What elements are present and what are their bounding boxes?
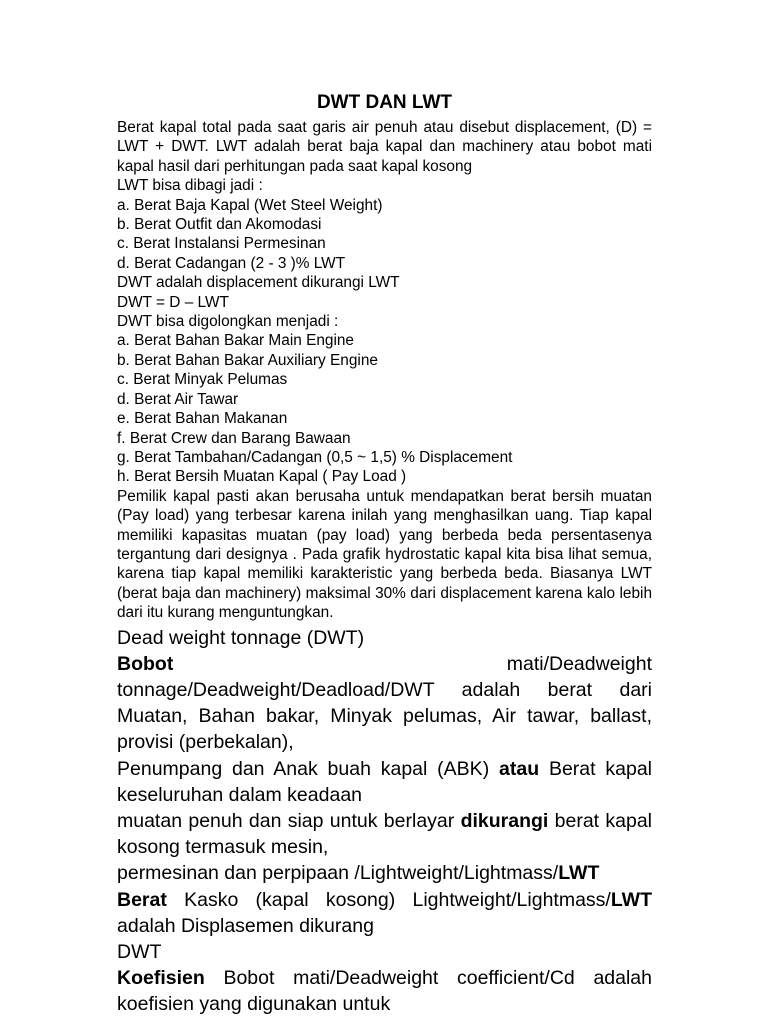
document-title: DWT DAN LWT [316,92,453,113]
list-item: c. Berat Instalansi Permesinan [117,235,326,253]
bold-term: Bobot [117,652,174,675]
dwt-line: DWT [117,941,162,963]
owner-paragraph: Pemilik kapal pasti akan berusaha untuk mendapatkan berat bersih muatan (Pay load) yang terbesar karena inilah yang menghasilkan uang. Tiap kapal memiliki kapasitas muatan (pay load) yang berbeda beda persentasenya tergantung dari designya . Pada grafik hydrostatic kapal kita bisa lihat semua, karena tiap kapal memiliki karakteristic yang berbeda beda. Biasanya LWT (berat baja dan machinery) maksimal 30% dari displacement karena kalo lebih dari itu kurang menguntungkan. [117,487,652,622]
berat-paragraph: Berat Kasko (kapal kosong) Lightweight/Lightmass/LWT adalah Displasemen dikurang [117,888,652,937]
intro-paragraph: Berat kapal total pada saat garis air penuh atau disebut displacement, (D) = LWT + DWT. LWT adalah berat baja kapal dan machinery atau bobot mati kapal hasil dari perhitungan pada saat kapal kosong [117,119,652,175]
list-item: c. Berat Minyak Pelumas [117,371,288,389]
list-item: a. Berat Baja Kapal (Wet Steel Weight) [117,196,383,214]
list-item: b. Berat Bahan Bakar Auxiliary Engine [117,351,378,369]
bold-term: Koefisien [117,967,205,990]
bold-term: LWT [610,888,652,911]
list-item: d. Berat Air Tawar [117,390,239,408]
lwt-section [117,176,652,487]
list-item: d. Berat Cadangan (2 - 3 )% LWT [117,254,346,272]
koefisien-paragraph: Koefisien Bobot mati/Deadweight coefficient/Cd adalah koefisien yang digunakan untuk [117,967,652,1016]
lwt-heading: LWT bisa dibagi jadi : [117,177,263,195]
bold-term: atau [499,757,540,780]
dwt-definition: DWT adalah displacement dikurangi LWT [117,274,400,292]
section-heading: Dead weight tonnage (DWT) [117,626,365,649]
dwt-large-section [117,625,652,1018]
dwt-heading: DWT bisa digolongkan menjadi : [117,313,339,331]
permesinan-paragraph: permesinan dan perpipaan /Lightweight/Lightmass/LWT [117,862,600,885]
bobot-line: Bobot mati/Deadweight [117,652,652,675]
bold-term: dikurangi [460,809,549,832]
list-item: e. Berat Bahan Makanan [117,410,288,428]
list-item: h. Berat Bersih Muatan Kapal ( Pay Load ) [117,468,407,486]
bold-term: Berat [117,888,167,911]
bold-term: LWT [558,862,600,885]
list-item: f. Berat Crew dan Barang Bawaan [117,429,351,447]
list-item: g. Berat Tambahan/Cadangan (0,5 ~ 1,5) % Displacement [117,448,513,466]
list-item: a. Berat Bahan Bakar Main Engine [117,332,354,350]
muatan-paragraph: muatan penuh dan siap untuk berlayar dikurangi berat kapal kosong termasuk mesin, [117,809,653,859]
penumpang-paragraph: Penumpang dan Anak buah kapal (ABK) atau Berat kapal keseluruhan dalam keadaan [117,757,652,806]
dwt-formula: DWT = D – LWT [117,293,229,311]
list-item: b. Berat Outfit dan Akomodasi [117,216,322,234]
document-page [117,92,652,1018]
bobot-paragraph: tonnage/Deadweight/Deadload/DWT adalah berat dari Muatan, Bahan bakar, Minyak pelumas, Air tawar, ballast, provisi (perbekalan), [117,678,652,754]
